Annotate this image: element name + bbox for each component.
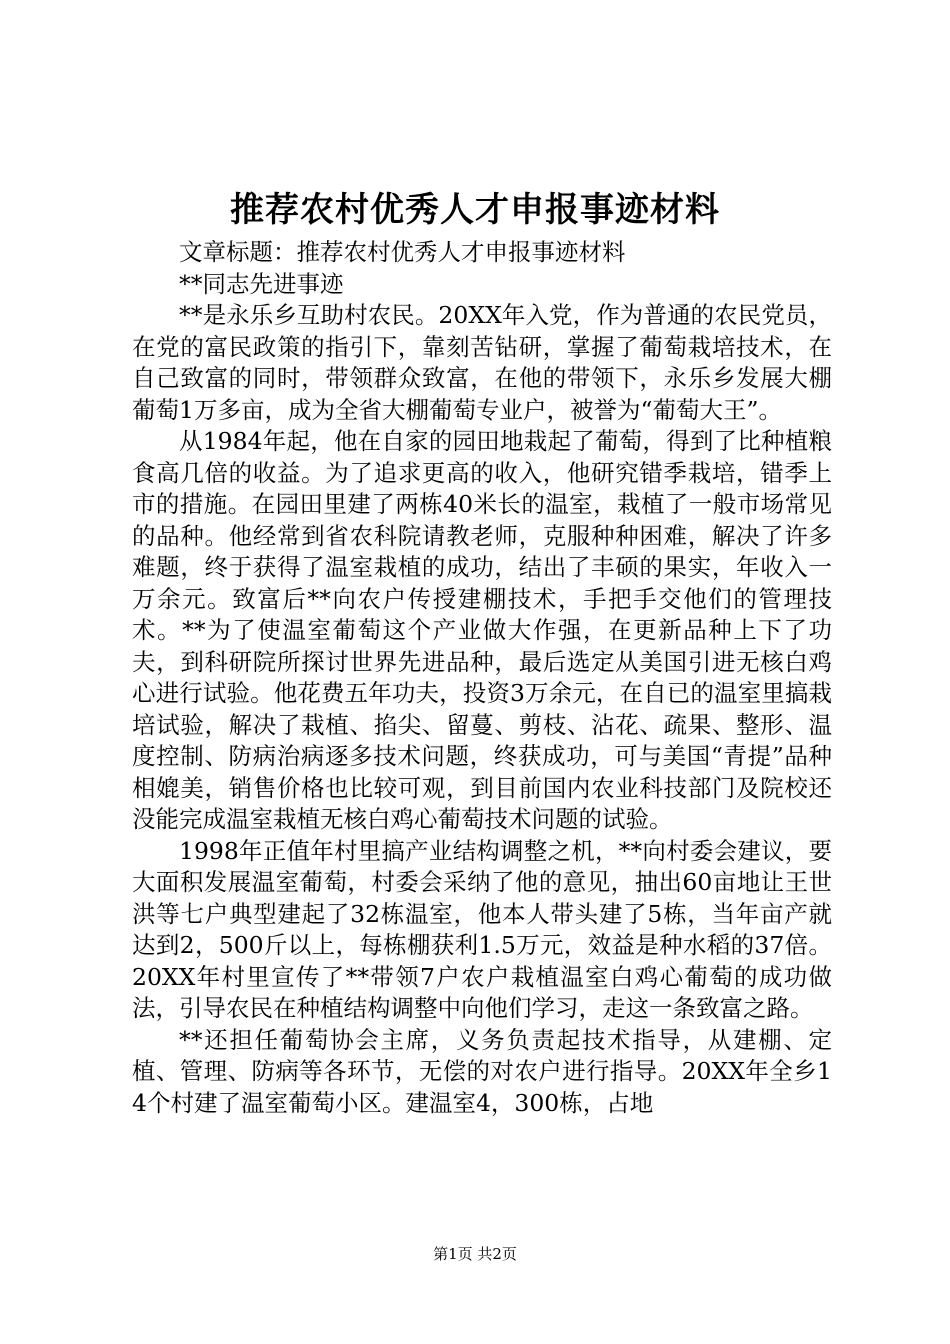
subheading: **同志先进事迹: [179, 269, 344, 298]
paragraph: 1998年正值年村里搞产业结构调整之机，**向村委会建议，要大面积发展温室葡萄，村委会采纳了他的意见，抽出60亩地让王世洪等七户典型建起了32栋温室，他本人带头建了5栋，当年亩产就达到2，500斤以上，每栋棚获利1.5万元，效益是种水稻的37倍。20XX年村里宣传了**带领7户农户栽植温室白鸡心葡萄的成功做法，引导农民在种植结构调整中向他们学习，走这一条致富之路。: [132, 836, 832, 1022]
paragraph: **还担任葡萄协会主席，义务负责起技术指导，从建棚、定植、管理、防病等各环节，无偿的对农户进行指导。20XX年全乡14个村建了温室葡萄小区。建温室4，300栋，占地: [132, 1025, 832, 1117]
paragraph: 从1984年起，他在自家的园田地栽起了葡萄，得到了比种植粮食高几倍的收益。为了追求更高的收入，他研究错季栽培，错季上市的措施。在园田里建了两栋40米长的温室，栽植了一般市场常见的品种。他经常到省农科院请教老师，克服种种困难，解决了许多难题，终于获得了温室栽植的成功，结出了丰硕的果实，年收入一万余元。致富后**向农户传授建棚技术，手把手交他们的管理技术。**为了使温室葡萄这个产业做大作强，在更新品种上下了功夫，到科研院所探讨世界先进品种，最后选定从美国引进无核白鸡心进行试验。他花费五年功夫，投资3万余元，在自已的温室里搞栽培试验，解决了栽植、掐尖、留蔓、剪枝、沾花、疏果、整形、温度控制、防病治病逐多技术问题，终获成功，可与美国“青提”品种相媲美，销售价格也比较可观，到目前国内农业科技部门及院校还没能完成温室栽植无核白鸡心葡萄技术问题的试验。: [132, 427, 832, 833]
page-footer: 第1页 共2页: [433, 1245, 517, 1263]
document-body: [132, 237, 832, 1119]
paragraph: **是永乐乡互助村农民。20XX年入党，作为普通的农民党员，在党的富民政策的指引下，靠刻苦钻研，掌握了葡萄栽培技术，在自己致富的同时，带领群众致富，在他的带领下，永乐乡发展大棚葡萄1万多亩，成为全省大棚葡萄专业户，被誉为“葡萄大王”。: [132, 301, 832, 424]
article-title-line: 文章标题：推荐农村优秀人才申报事迹材料: [179, 238, 626, 266]
document-title: 推荐农村优秀人才申报事迹材料: [230, 190, 720, 230]
